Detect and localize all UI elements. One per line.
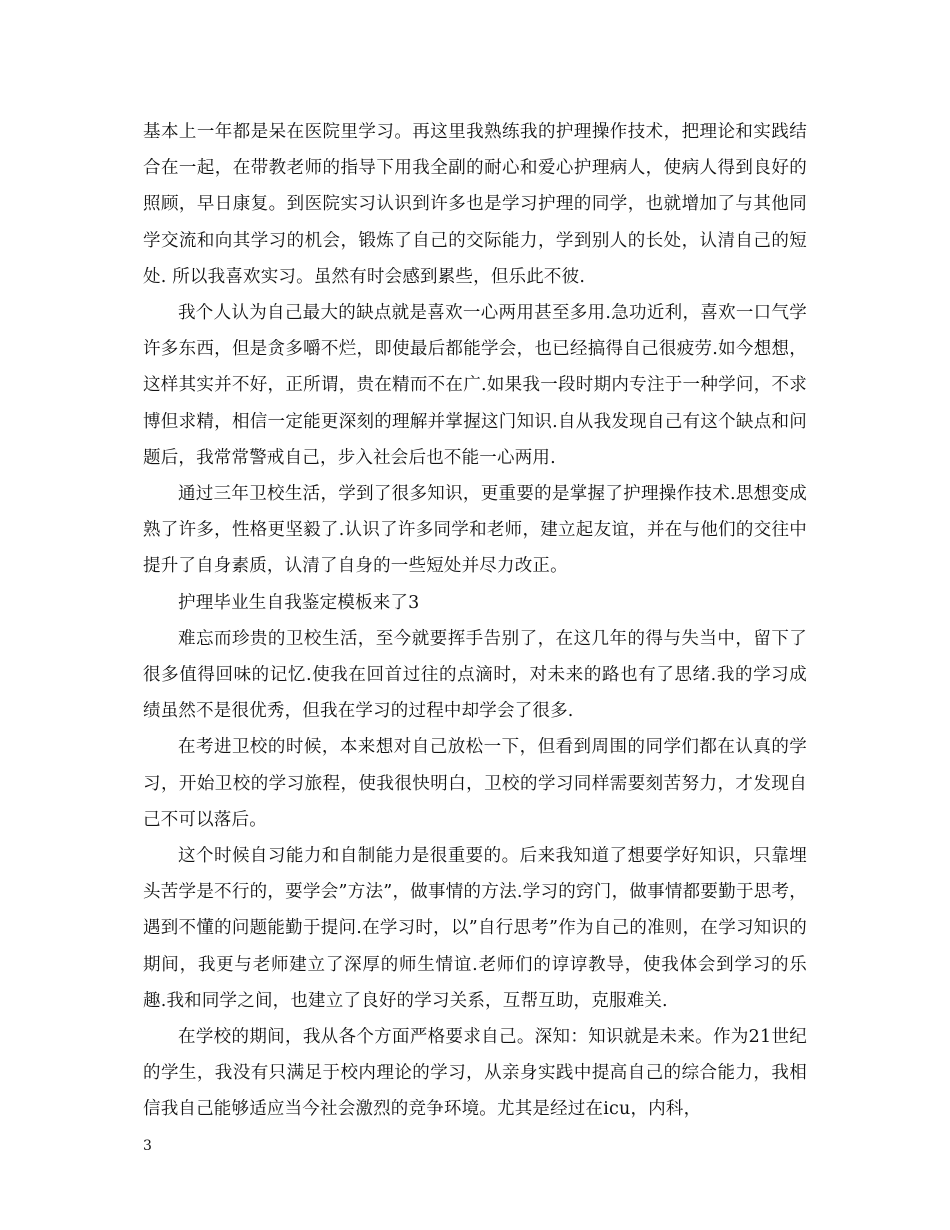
page-number: 3 (143, 1138, 152, 1154)
paragraph-1: 基本上一年都是呆在医院里学习。再这里我熟练我的护理操作技术，把理论和实践结合在一起，在带教老师的指导下用我全副的耐心和爱心护理病人，使病人得到良好的照顾，早日康复。到医院实习认识到许多也是学习护理的同学，也就增加了与其他同学交流和向其学习的机会，锻炼了自己的交际能力，学到别人的长处，认清自己的短处. 所以我喜欢实习。虽然有时会感到累些，但乐此不彼. (143, 122, 807, 287)
paragraph-3: 通过三年卫校生活，学到了很多知识，更重要的是掌握了护理操作技术.思想变成熟了许多，性格更坚毅了.认识了许多同学和老师，建立起友谊，并在与他们的交往中提升了自身素质，认清了自身的一些短处并尽力改正。 (143, 484, 807, 577)
paragraph-2: 我个人认为自己最大的缺点就是喜欢一心两用甚至多用.急功近利，喜欢一口气学许多东西，但是贪多嚼不烂，即使最后都能学会，也已经搞得自己很疲劳.如今想想，这样其实并不好，正所谓，贵在精而不在广.如果我一段时期内专注于一种学问，不求博但求精，相信一定能更深刻的理解并掌握这门知识.自从我发现自己有这个缺点和问题后，我常常警戒自己，步入社会后也不能一心两用. (143, 303, 807, 468)
paragraph-6: 这个时候自习能力和自制能力是很重要的。后来我知道了想要学好知识，只靠埋头苦学是不行的，要学会”方法”，做事情的方法.学习的窍门，做事情都要勤于思考，遇到不懂的问题能勤于提问.在学习时，以”自行思考”作为自己的准则，在学习知识的期间，我更与老师建立了深厚的师生情谊.老师们的谆谆教导，使我体会到学习的乐趣.我和同学之间，也建立了良好的学习关系，互帮互助，克服难关. (143, 846, 807, 1011)
paragraph-7: 在学校的期间，我从各个方面严格要求自己。深知：知识就是未来。作为21世纪的学生，我没有只满足于校内理论的学习，从亲身实践中提高自己的综合能力，我相信我自己能够适应当今社会激烈的竞争环境。尤其是经过在icu，内科， (143, 1027, 807, 1120)
paragraph-5: 在考进卫校的时候，本来想对自己放松一下，但看到周围的同学们都在认真的学习，开始卫校的学习旅程，使我很快明白，卫校的学习同样需要刻苦努力，才发现自己不可以落后。 (143, 737, 807, 830)
paragraph-4: 难忘而珍贵的卫校生活，至今就要挥手告别了，在这几年的得与失当中，留下了很多值得回味的记忆.使我在回首过往的点滴时，对未来的路也有了思绪.我的学习成绩虽然不是很优秀，但我在学习的过程中却学会了很多. (143, 628, 807, 722)
document-body (143, 114, 807, 1128)
section-heading: 护理毕业生自我鉴定模板来了3 (178, 592, 420, 613)
